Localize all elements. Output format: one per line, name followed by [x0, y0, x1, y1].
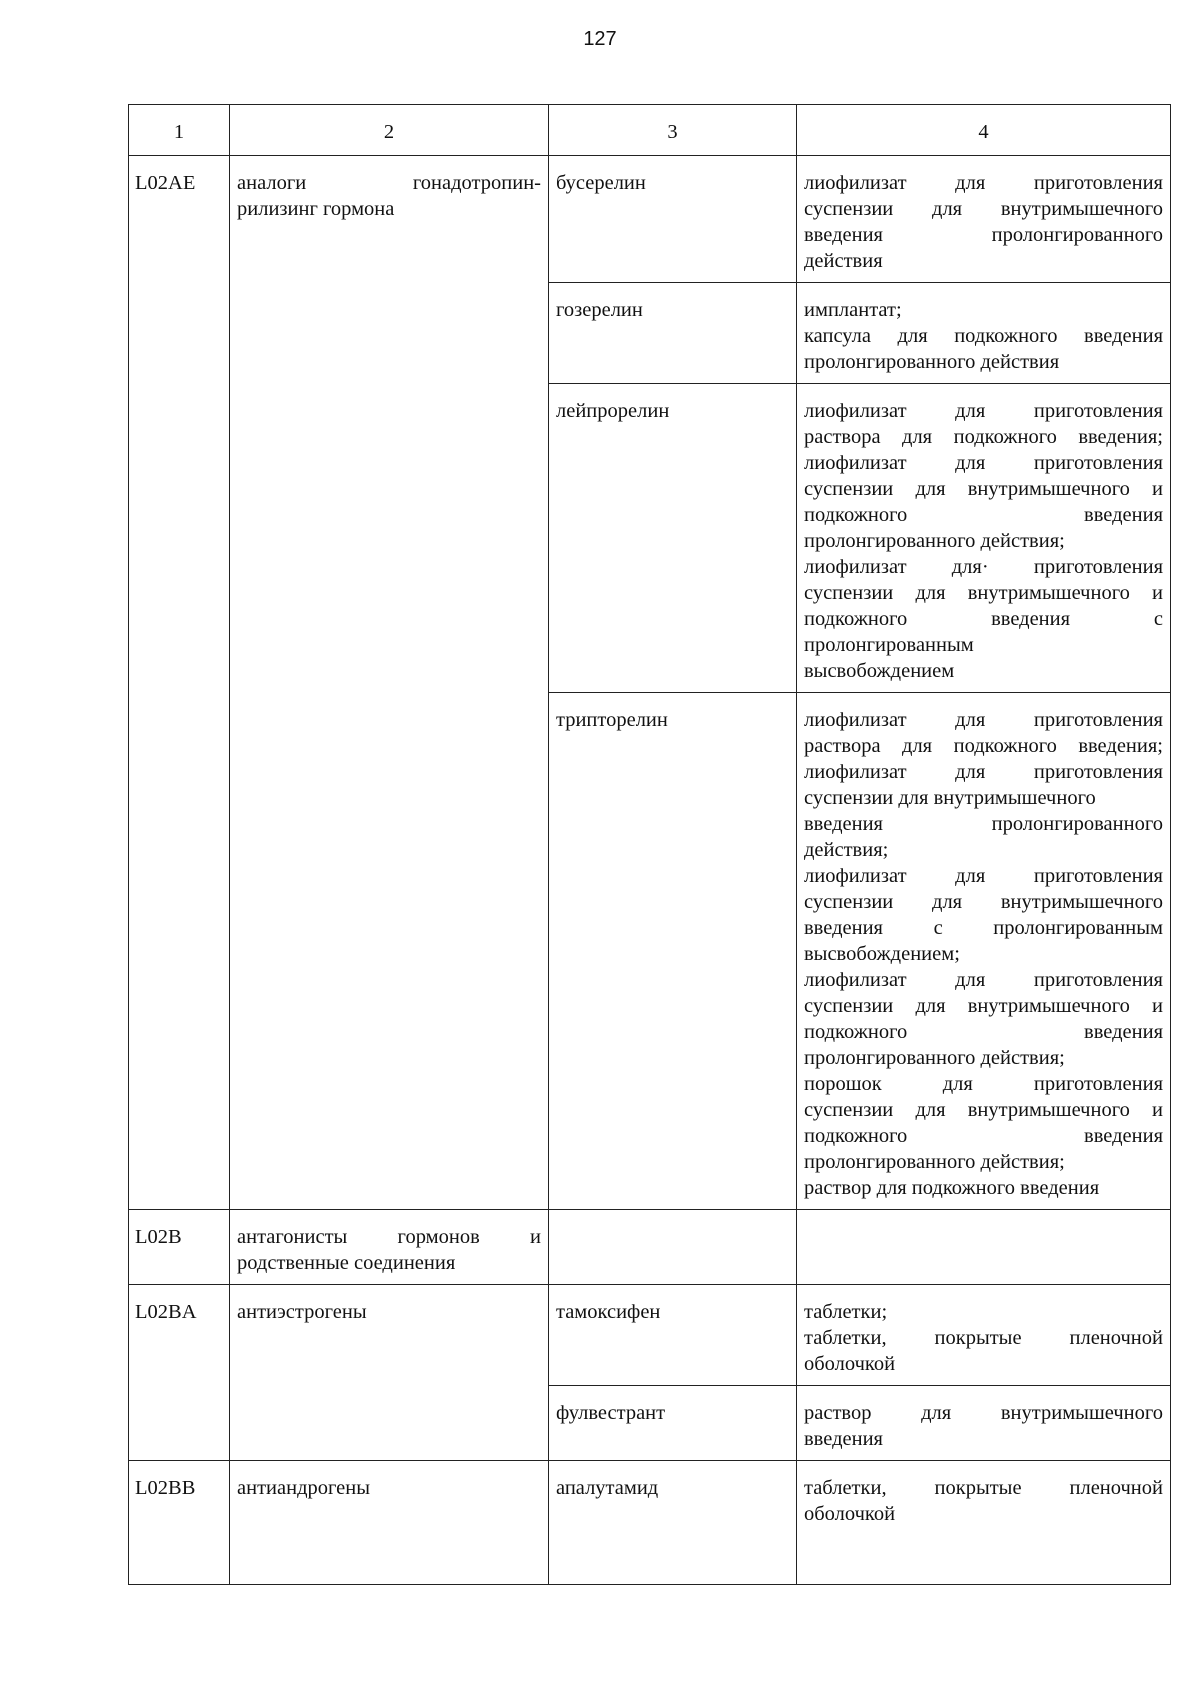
drug-name-cell — [549, 384, 797, 693]
dosage-form-line: лиофилизат для приготовления — [804, 172, 1163, 194]
dosage-form-cell — [797, 156, 1171, 283]
dosage-form-line: высвобождением — [804, 660, 955, 682]
drug-name: трипторелин — [556, 709, 668, 731]
dosage-form-line: суспензии для внутримышечного и — [804, 478, 1163, 500]
drug-table — [128, 104, 1171, 1585]
dosage-form-line: лиофилизат для приготовления — [804, 969, 1163, 991]
dosage-form-line: лиофилизат для приготовления — [804, 452, 1163, 474]
dosage-form-line: подкожного введения с — [804, 608, 1163, 630]
atc-code: L02BB — [135, 1477, 196, 1499]
drug-name: тамоксифен — [556, 1301, 661, 1323]
dosage-form-line: пролонгированного действия — [804, 351, 1060, 373]
dosage-form-line: суспензии для внутримышечного и — [804, 582, 1163, 604]
dosage-form-line: пролонгированного действия; — [804, 530, 1065, 552]
dosage-form-line: введения пролонгированного — [804, 813, 1163, 835]
drug-name-cell — [549, 283, 797, 384]
table-row — [129, 156, 1171, 283]
dosage-form-line: раствора для подкожного введения; — [804, 426, 1163, 448]
atc-code-cell — [129, 156, 230, 1210]
dosage-form-line: лиофилизат для приготовления — [804, 709, 1163, 731]
group-name-cell — [230, 1210, 549, 1285]
dosage-form-cell — [797, 283, 1171, 384]
drug-name: гозерелин — [556, 299, 643, 321]
dosage-form-line: подкожного введения — [804, 504, 1163, 526]
drug-name: лейпрорелин — [556, 400, 670, 422]
dosage-form-cell — [797, 1461, 1171, 1585]
drug-name-cell — [549, 1285, 797, 1386]
dosage-form-line: суспензии для внутримышечного и — [804, 995, 1163, 1017]
atc-code-cell — [129, 1210, 230, 1285]
dosage-form-line: лиофилизат для приготовления — [804, 761, 1163, 783]
atc-code: L02BA — [135, 1301, 197, 1323]
dosage-form-line: порошок для приготовления — [804, 1073, 1163, 1095]
dosage-form-line: высвобождением; — [804, 943, 960, 965]
dosage-form-line: раствор для внутримышечного — [804, 1402, 1163, 1424]
group-name-cell — [230, 1461, 549, 1585]
dosage-form-line: капсула для подкожного введения — [804, 325, 1163, 347]
dosage-form-line: подкожного введения — [804, 1021, 1163, 1043]
dosage-form-line: имплантат; — [804, 299, 902, 321]
drug-name: фулвестрант — [556, 1402, 666, 1424]
table-row — [129, 1285, 1171, 1386]
group-name-line: родственные соединения — [237, 1252, 456, 1274]
dosage-form-line: действия — [804, 250, 883, 272]
dosage-form-line: лиофилизат для приготовления — [804, 400, 1163, 422]
atc-code: L02AE — [135, 172, 196, 194]
dosage-form-line: оболочкой — [804, 1353, 896, 1375]
group-name-cell — [230, 156, 549, 1210]
drug-name-cell — [549, 693, 797, 1210]
drug-name-cell — [549, 156, 797, 283]
dosage-form-line: таблетки, покрытые пленочной — [804, 1327, 1163, 1349]
drug-name: апалутамид — [556, 1477, 659, 1499]
dosage-form-line: пролонгированным — [804, 634, 974, 656]
dosage-form-line: подкожного введения — [804, 1125, 1163, 1147]
drug-name: бусерелин — [556, 172, 646, 194]
dosage-form-line: пролонгированного действия; — [804, 1151, 1065, 1173]
column-header: 2 — [230, 105, 549, 156]
dosage-form-line: раствор для подкожного введения — [804, 1177, 1100, 1199]
table-row — [129, 1461, 1171, 1585]
dosage-form-line: таблетки; — [804, 1301, 888, 1323]
drug-name-cell — [549, 1461, 797, 1585]
group-name: антиэстрогены — [237, 1301, 367, 1323]
dosage-form-cell — [797, 1210, 1171, 1285]
column-header: 3 — [549, 105, 797, 156]
page-number: 127 — [583, 28, 617, 50]
dosage-form-line: действия; — [804, 839, 889, 861]
atc-code-cell — [129, 1285, 230, 1461]
drug-name-cell — [549, 1386, 797, 1461]
column-header: 4 — [797, 105, 1171, 156]
group-name: антиандрогены — [237, 1477, 370, 1499]
dosage-form-line: введения — [804, 1428, 883, 1450]
dosage-form-line: пролонгированного действия; — [804, 1047, 1065, 1069]
dosage-form-line: суспензии для внутримышечного — [804, 198, 1163, 220]
table-row — [129, 1210, 1171, 1285]
dosage-form-cell — [797, 1386, 1171, 1461]
drug-name-cell — [549, 1210, 797, 1285]
dosage-form-line: лиофилизат для· приготовления — [804, 556, 1163, 578]
atc-code-cell — [129, 1461, 230, 1585]
dosage-form-line: суспензии для внутримышечного и — [804, 1099, 1163, 1121]
dosage-form-line: суспензии для внутримышечного — [804, 891, 1163, 913]
group-name-line: аналоги гонадотропин- — [237, 172, 541, 194]
dosage-form-cell — [797, 1285, 1171, 1386]
dosage-form-line: суспензии для внутримышечного — [804, 787, 1096, 809]
dosage-form-line: раствора для подкожного введения; — [804, 735, 1163, 757]
dosage-form-line: введения пролонгированного — [804, 224, 1163, 246]
group-name-cell — [230, 1285, 549, 1461]
atc-code: L02B — [135, 1226, 182, 1248]
dosage-form-cell — [797, 384, 1171, 693]
dosage-form-cell — [797, 693, 1171, 1210]
group-name-line: антагонисты гормонов и — [237, 1226, 541, 1248]
dosage-form-line: лиофилизат для приготовления — [804, 865, 1163, 887]
column-header: 1 — [129, 105, 230, 156]
group-name-line: рилизинг гормона — [237, 198, 395, 220]
dosage-form-line: таблетки, покрытые пленочной — [804, 1477, 1163, 1499]
table-header-row — [129, 105, 1171, 156]
dosage-form-line: введения с пролонгированным — [804, 917, 1163, 939]
dosage-form-line: оболочкой — [804, 1503, 896, 1525]
